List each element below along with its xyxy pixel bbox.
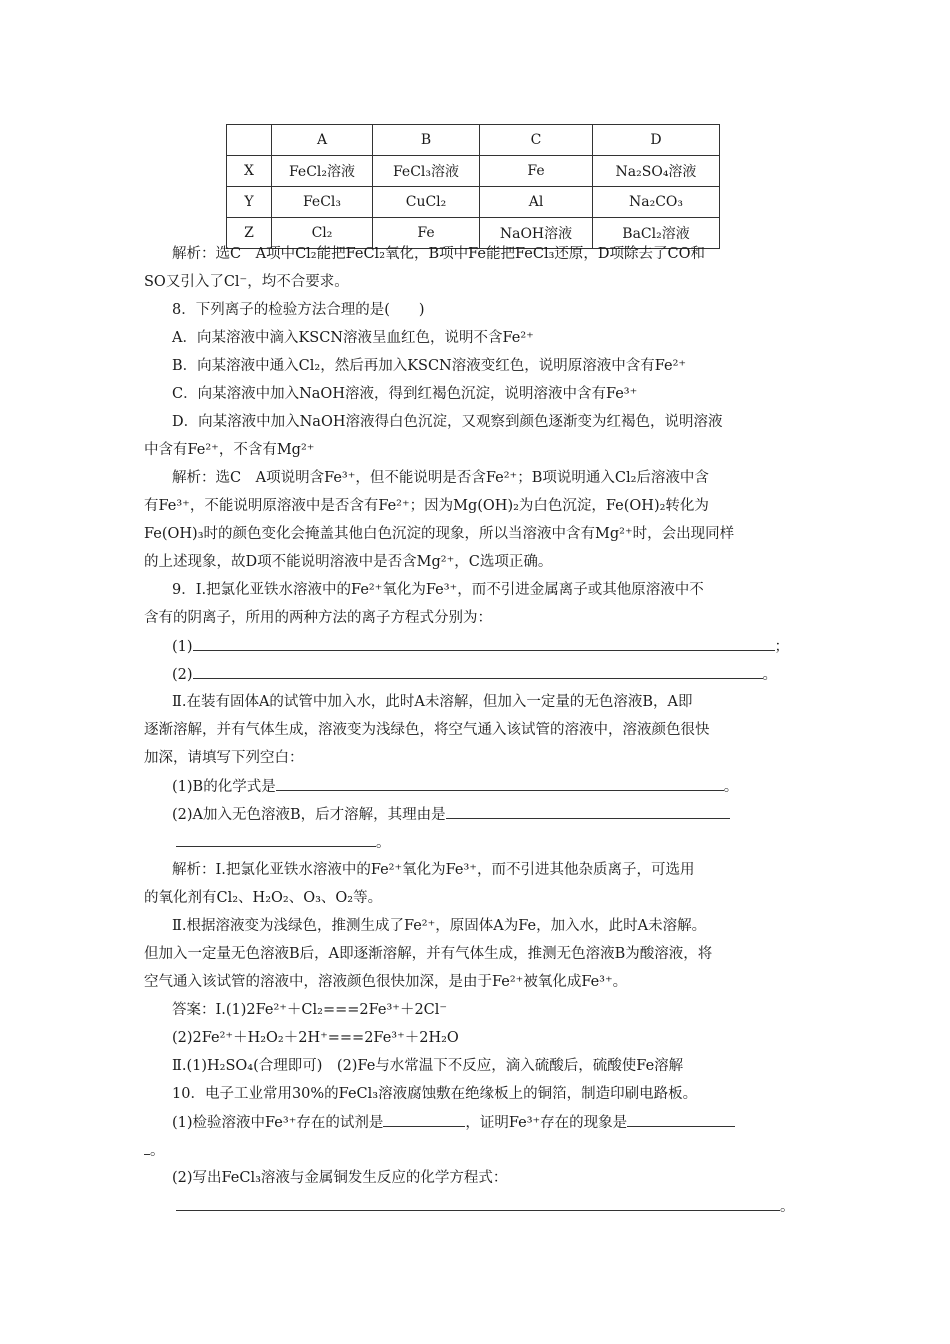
q10-sub1-label-a: (1)检验溶液中Fe³⁺存在的试剂是 — [172, 1115, 384, 1131]
answer-blank-4-cont[interactable] — [176, 832, 376, 847]
question-8-option-c: C．向某溶液中加入NaOH溶液，得到红褐色沉淀，说明溶液中含有Fe³⁺ — [172, 386, 638, 402]
table-header-row — [227, 125, 720, 156]
question-9-part2-line3: 加深，请填写下列空白： — [144, 750, 304, 766]
table-cell: FeCl₃ — [272, 187, 373, 218]
question-10-sub2-answer-row — [176, 1196, 795, 1217]
row-label: X — [227, 156, 272, 187]
row-label: Z — [227, 218, 272, 249]
answer-q9-line2: (2)2Fe²⁺＋H₂O₂＋2H⁺===2Fe³⁺＋2H₂O — [172, 1030, 459, 1046]
table-row — [227, 187, 720, 218]
analysis-q9-line2: 的氧化剂有Cl₂、H₂O₂、O₃、O₂等。 — [144, 890, 383, 906]
table-cell: Al — [480, 187, 593, 218]
table-row — [227, 156, 720, 187]
table-cell: CuCl₂ — [373, 187, 480, 218]
analysis-q9-line3: Ⅱ.根据溶液变为浅绿色，推测生成了Fe²⁺，原固体A为Fe，加入水，此时A未溶解。 — [172, 918, 707, 934]
table-header-d: D — [593, 125, 720, 156]
table-cell: Na₂CO₃ — [593, 187, 720, 218]
answer-blank-7[interactable] — [176, 1196, 780, 1211]
question-8-option-a: A．向某溶液中滴入KSCN溶液呈血红色，说明不含Fe²⁺ — [172, 330, 534, 346]
question-9-part2-line1: Ⅱ.在装有固体A的试管中加入水，此时A未溶解，但加入一定量的无色溶液B，A即 — [172, 694, 693, 710]
q10-sub1-end: 。 — [150, 1143, 165, 1159]
question-9-part1-line1: 9．Ⅰ.把氯化亚铁水溶液中的Fe²⁺氧化为Fe³⁺，而不引进金属离子或其他原溶液中不 — [172, 582, 704, 598]
answer-blank-3[interactable] — [276, 776, 724, 791]
q10-sub1-label-b: ，证明Fe³⁺存在的现象是 — [465, 1115, 628, 1131]
question-10-sub1 — [172, 1112, 735, 1133]
question-10-stem: 10．电子工业常用30%的FeCl₃溶液腐蚀敷在绝缘板上的铜箔，制造印刷电路板。 — [172, 1086, 698, 1102]
question-9-blank2-row — [172, 664, 777, 685]
table-cell: BaCl₂溶液 — [593, 218, 720, 249]
table-cell: FeCl₃溶液 — [373, 156, 480, 187]
table-cell: Na₂SO₄溶液 — [593, 156, 720, 187]
table-cell: Fe — [480, 156, 593, 187]
table-cell: FeCl₂溶液 — [272, 156, 373, 187]
table-cell: Fe — [373, 218, 480, 249]
analysis-q7-line2: SO又引入了Cl⁻，均不合要求。 — [144, 274, 349, 290]
blank1-end: ； — [774, 639, 790, 655]
answer-blank-6[interactable] — [627, 1112, 735, 1127]
question-9-part2-sub1 — [172, 776, 738, 797]
analysis-q7-line1: 解析：选C A项中Cl₂能把FeCl₂氧化，B项中Fe能把FeCl₃还原，D项除去了CO和 — [172, 246, 706, 262]
question-10-sub1-cont — [144, 1140, 165, 1161]
question-8-option-d-cont: 中含有Fe²⁺，不含有Mg²⁺ — [144, 442, 315, 458]
question-9-part2-line2: 逐渐溶解，并有气体生成，溶液变为浅绿色，将空气通入该试管的溶液中，溶液颜色很快 — [144, 722, 710, 738]
options-table — [226, 124, 720, 249]
sub2-label: (2)A加入无色溶液B，后才溶解，其理由是 — [172, 807, 446, 823]
analysis-q8-line2: 有Fe³⁺，不能说明原溶液中是否含有Fe²⁺；因为Mg(OH)₂为白色沉淀，Fe(OH)₂转化为 — [144, 498, 709, 514]
table-corner-cell — [227, 125, 272, 156]
sub1-end: 。 — [723, 779, 739, 795]
question-8-stem: 8．下列离子的检验方法合理的是( ) — [172, 302, 425, 318]
answer-blank-1[interactable] — [193, 636, 775, 651]
table-header-b: B — [373, 125, 480, 156]
analysis-q9-line4: 但加入一定量无色溶液B后，A即逐渐溶解，并有气体生成，推测无色溶液B为酸溶液，将 — [144, 946, 713, 962]
blank1-label: (1) — [172, 639, 193, 655]
analysis-q8-line1: 解析：选C A项说明含Fe³⁺，但不能说明是否含Fe²⁺；B项说明通入Cl₂后溶液中含 — [172, 470, 709, 486]
analysis-q9-line5: 空气通入该试管的溶液中，溶液颜色很快加深，是由于Fe²⁺被氧化成Fe³⁺。 — [144, 974, 628, 990]
answer-blank-2[interactable] — [193, 664, 763, 679]
answer-blank-5[interactable] — [383, 1112, 465, 1127]
question-8-option-d: D．向某溶液中加入NaOH溶液得白色沉淀，又观察到颜色逐渐变为红褐色，说明溶液 — [172, 414, 723, 430]
blank2-end: 。 — [762, 667, 778, 683]
blank2-label: (2) — [172, 667, 193, 683]
analysis-q8-line4: 的上述现象，故D项不能说明溶液中是否含Mg²⁺，C选项正确。 — [144, 554, 553, 570]
analysis-q9-line1: 解析：Ⅰ.把氯化亚铁水溶液中的Fe²⁺氧化为Fe³⁺，而不引进其他杂质离子，可选用 — [172, 862, 695, 878]
question-9-part2-sub2-cont — [176, 832, 391, 853]
analysis-q8-line3: Fe(OH)₃时的颜色变化会掩盖其他白色沉淀的现象，所以当溶液中含有Mg²⁺时，会出现同样 — [144, 526, 735, 542]
question-9-blank1-row — [172, 636, 789, 657]
answer-q9-line1: 答案：Ⅰ.(1)2Fe²⁺＋Cl₂===2Fe³⁺＋2Cl⁻ — [172, 1002, 448, 1018]
sub1-label: (1)B的化学式是 — [172, 779, 276, 795]
answer-q9-line3: Ⅱ.(1)H₂SO₄(合理即可) (2)Fe与水常温下不反应，滴入硫酸后，硫酸使Fe溶解 — [172, 1058, 684, 1074]
question-9-part1-line2: 含有的阴离子，所用的两种方法的离子方程式分别为： — [144, 610, 492, 626]
row-label: Y — [227, 187, 272, 218]
question-9-part2-sub2 — [172, 804, 730, 825]
question-8-option-b: B．向某溶液中通入Cl₂，然后再加入KSCN溶液变红色，说明原溶液中含有Fe²⁺ — [172, 358, 687, 374]
table-cell: NaOH溶液 — [480, 218, 593, 249]
sub2-end: 。 — [376, 835, 391, 851]
question-10-sub2: (2)写出FeCl₃溶液与金属铜发生反应的化学方程式： — [172, 1170, 508, 1186]
q10-sub2-end: 。 — [780, 1199, 795, 1215]
table-cell: Cl₂ — [272, 218, 373, 249]
answer-blank-4[interactable] — [446, 804, 730, 819]
table-header-a: A — [272, 125, 373, 156]
table-header-c: C — [480, 125, 593, 156]
